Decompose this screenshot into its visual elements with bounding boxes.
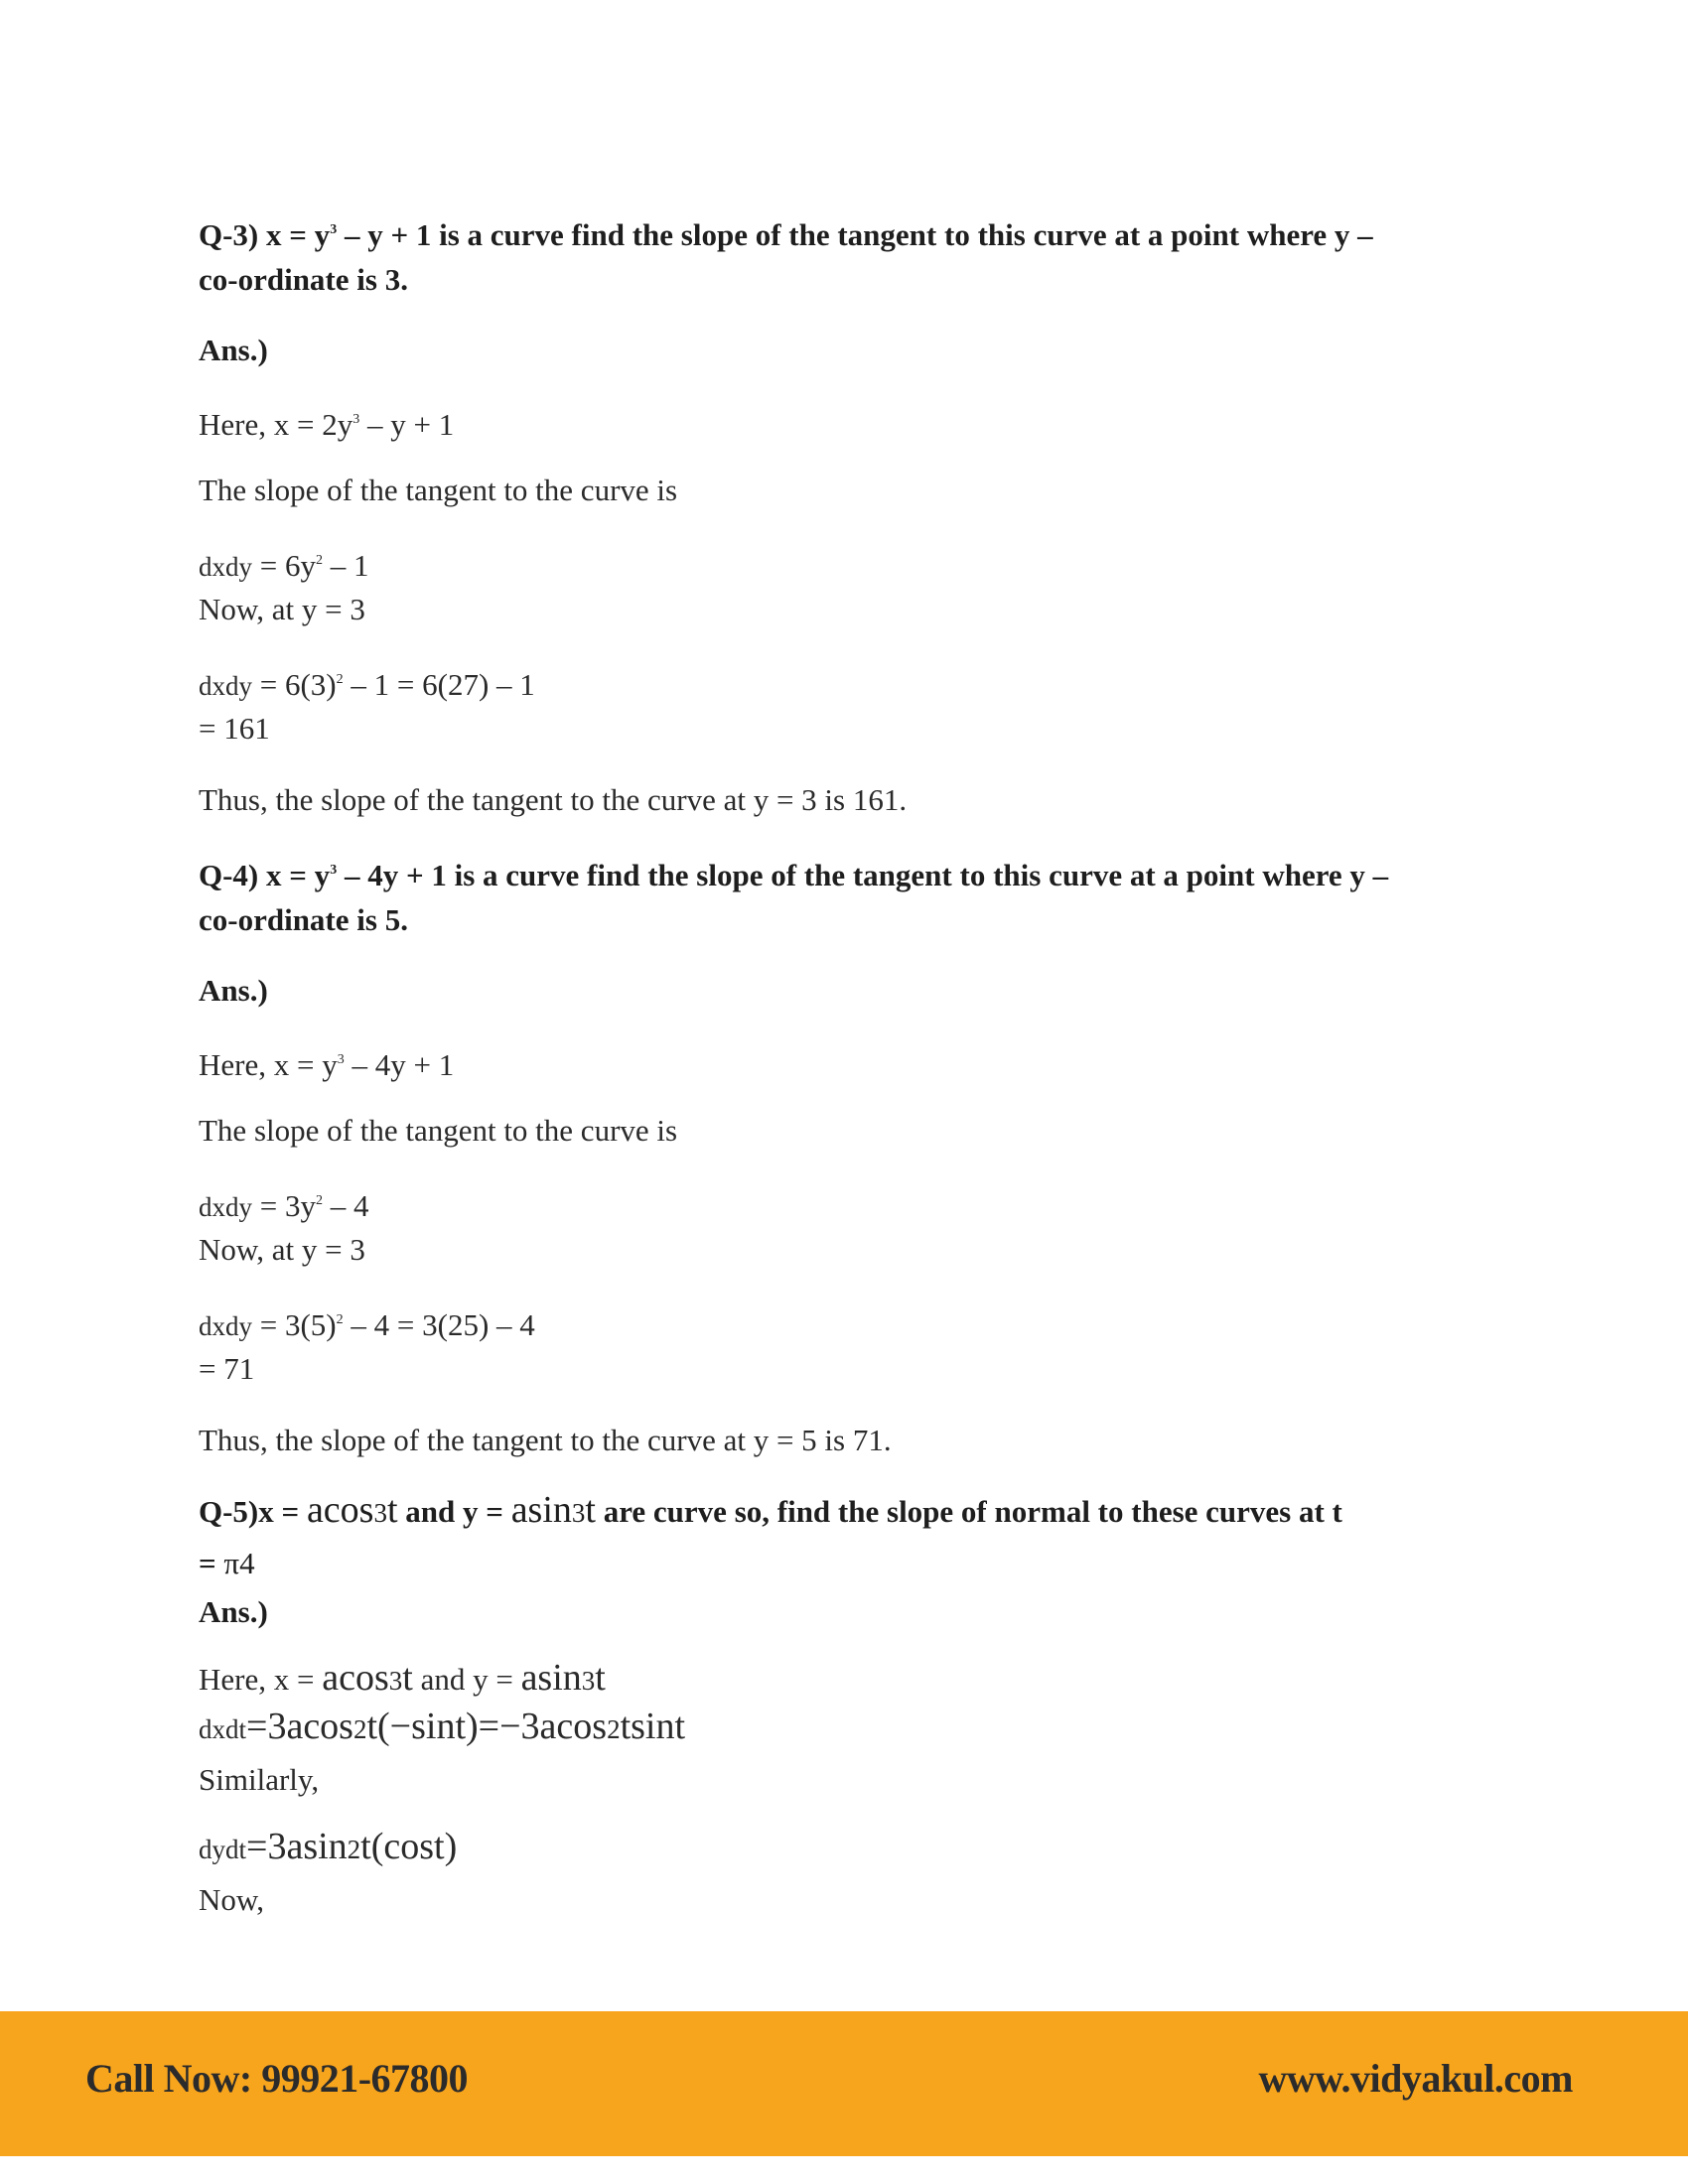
power-3: 3 — [571, 1498, 586, 1528]
q3-eval-a: = 6(3) — [252, 667, 337, 702]
power-3: 3 — [373, 1498, 387, 1528]
dydt-expr-b: t(cost) — [360, 1826, 458, 1867]
q4-result-line: = 71 — [199, 1351, 255, 1386]
dydt-expr-a: =3asin — [246, 1826, 348, 1867]
q3-question-line1 — [199, 210, 1373, 255]
superscript: 3 — [337, 1052, 345, 1067]
q5-question-x-expr — [307, 1489, 398, 1531]
q3-derivative-line — [199, 541, 368, 587]
q3-slope-intro: The slope of the tangent to the curve is — [199, 473, 678, 507]
q4-here-a: Here, x = y — [199, 1047, 338, 1082]
q5-question-end: are curve so, find the slope of normal to these curves at t — [595, 1494, 1342, 1529]
q4-dxdy: dxdy — [199, 1192, 252, 1222]
acos-term: acos — [306, 1489, 374, 1531]
q4-question-text-a: Q-4) x = y — [199, 858, 331, 892]
superscript: 2 — [315, 1193, 323, 1208]
website-link[interactable]: www.vidyakul.com — [1258, 2056, 1573, 2101]
q3-deriv-b: – 1 — [322, 548, 369, 583]
call-now-text: Call Now: 99921-67800 — [85, 2056, 469, 2101]
q5-question-mid: and y = — [397, 1494, 511, 1529]
power-2: 2 — [347, 1835, 361, 1864]
q4-eval-line — [199, 1300, 535, 1346]
q3-here-b: – y + 1 — [359, 407, 455, 442]
dxdt-expr-a: =3acos — [246, 1706, 353, 1747]
q5-dydt-expr — [246, 1826, 457, 1867]
q5-dxdt-expr — [246, 1706, 685, 1747]
q5-now: Now, — [199, 1882, 265, 1917]
t-term: t — [585, 1489, 596, 1531]
q4-derivative-line — [199, 1181, 368, 1227]
q4-ans-label: Ans.) — [199, 973, 268, 1008]
q5-ans-label: Ans.) — [199, 1594, 268, 1629]
q3-deriv-a: = 6y — [252, 548, 316, 583]
q3-question-text-a: Q-3) x = y — [199, 217, 331, 252]
q5-here-a: Here, x = — [199, 1662, 323, 1697]
superscript: 3 — [352, 412, 360, 427]
q3-question-line2: co-ordinate is 3. — [199, 262, 408, 297]
q5-here-y-expr — [521, 1657, 606, 1699]
dxdt-expr-c: tsint — [620, 1706, 686, 1747]
superscript: 2 — [336, 672, 344, 687]
q3-question-text-b: – y + 1 is a curve find the slope of the tangent to this curve at a point where y – — [337, 217, 1373, 252]
power-3: 3 — [581, 1666, 596, 1696]
q3-conclusion: Thus, the slope of the tangent to the curve at y = 3 is 161. — [199, 782, 908, 817]
asin-term: asin — [510, 1489, 572, 1531]
power-3: 3 — [388, 1666, 403, 1696]
q4-question-line1 — [199, 851, 1388, 895]
q3-eval-line — [199, 660, 535, 706]
q5-here-x-expr — [322, 1657, 413, 1699]
superscript: 3 — [330, 863, 338, 878]
q3-dxdy: dxdy — [199, 552, 252, 582]
q4-eval-a: = 3(5) — [252, 1307, 337, 1342]
superscript: 3 — [330, 222, 338, 237]
q5-dydt: dydt — [199, 1835, 247, 1864]
q4-dxdy: dxdy — [199, 1311, 252, 1341]
t-term: t — [595, 1657, 606, 1699]
q4-eval-b: – 4 = 3(25) – 4 — [343, 1307, 535, 1342]
q3-here-a: Here, x = 2y — [199, 407, 353, 442]
q3-here-line — [199, 400, 454, 445]
q4-now-line: Now, at y = 3 — [199, 1232, 365, 1267]
superscript: 2 — [336, 1312, 344, 1327]
asin-term: asin — [520, 1657, 582, 1699]
q4-deriv-b: – 4 — [322, 1188, 369, 1223]
q3-now-line: Now, at y = 3 — [199, 592, 365, 626]
q5-question-line2 — [199, 1544, 255, 1583]
dxdt-expr-b: t(−sint)=−3acos — [366, 1706, 608, 1747]
q5-question-l2-a: = — [199, 1546, 224, 1580]
power-2: 2 — [607, 1714, 621, 1744]
q5-pi-over-4: π4 — [223, 1546, 255, 1580]
q5-similarly: Similarly, — [199, 1762, 320, 1797]
q5-dxdt: dxdt — [199, 1714, 247, 1744]
q4-here-line — [199, 1040, 454, 1085]
q5-here-and: and y = — [412, 1662, 521, 1697]
q5-question-line1 — [199, 1490, 1342, 1533]
q4-deriv-a: = 3y — [252, 1188, 316, 1223]
q5-question-a: Q-5)x = — [199, 1494, 307, 1529]
power-2: 2 — [352, 1714, 367, 1744]
t-term: t — [386, 1489, 398, 1531]
q4-here-b: – 4y + 1 — [344, 1047, 455, 1082]
q4-question-line2: co-ordinate is 5. — [199, 902, 408, 937]
q3-eval-b: – 1 = 6(27) – 1 — [343, 667, 535, 702]
q4-slope-intro: The slope of the tangent to the curve is — [199, 1113, 678, 1148]
acos-term: acos — [322, 1657, 389, 1699]
q5-here-line — [199, 1658, 606, 1701]
q3-dxdy: dxdy — [199, 671, 252, 701]
superscript: 2 — [315, 553, 323, 568]
footer-banner — [0, 2011, 1688, 2156]
q5-dydt-line — [199, 1827, 457, 1869]
q5-question-y-expr — [511, 1489, 596, 1531]
q3-ans-label: Ans.) — [199, 333, 268, 367]
q3-result-line: = 161 — [199, 711, 270, 746]
q4-question-text-b: – 4y + 1 is a curve find the slope of the tangent to this curve at a point where y – — [337, 858, 1389, 892]
t-term: t — [402, 1657, 413, 1699]
q5-dxdt-line — [199, 1706, 685, 1749]
q4-conclusion: Thus, the slope of the tangent to the curve at y = 5 is 71. — [199, 1423, 892, 1457]
